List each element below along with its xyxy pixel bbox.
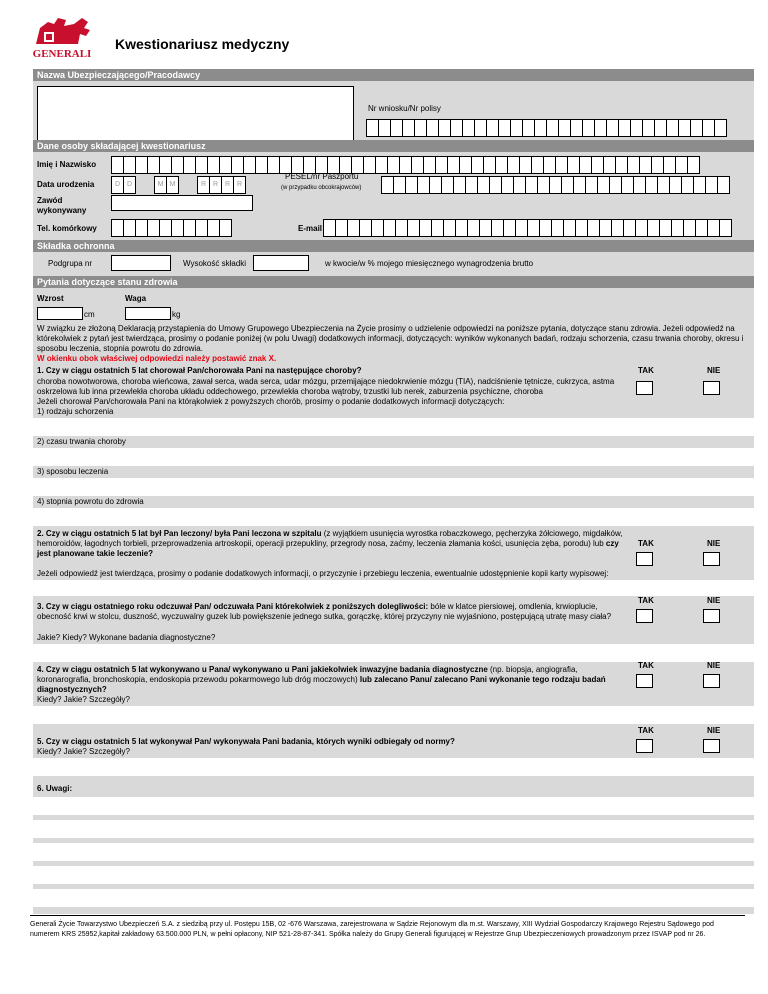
dob-label: Data urodzenia	[37, 180, 95, 189]
q6-label: 6. Uwagi:	[37, 784, 73, 793]
weight-unit: kg	[172, 310, 181, 319]
q1-d-label: 4) stopnia powrotu do zdrowia	[37, 497, 144, 506]
height-unit: cm	[84, 310, 95, 319]
subgroup-label: Podgrupa nr	[48, 259, 93, 268]
employer-name-field[interactable]	[37, 86, 354, 142]
q4-followup: Kiedy? Jakie? Szczegóły?	[37, 695, 130, 704]
q4-field[interactable]	[33, 706, 754, 724]
q1-followup: Jeżeli chorował Pan/chorowała Pani na którąkolwiek z powyższych chorób, prosimy o podanie dodatkowych informacji dotyczących:	[37, 397, 505, 406]
subgroup-field[interactable]	[111, 255, 171, 271]
weight-field[interactable]	[125, 307, 171, 320]
dob-cells[interactable]: D D M M R R R R	[111, 176, 246, 194]
occupation-field[interactable]	[111, 195, 253, 211]
amount-field[interactable]	[253, 255, 309, 271]
section-header-premium: Składka ochronna	[33, 240, 754, 252]
q2-followup: Jeżeli odpowiedź jest twierdząca, prosimy o podanie dodatkowych informacji, o przyczynie i przebiegu leczenia, ewentualnie udostępnienie kopii karty wypisowej:	[37, 569, 609, 578]
email-label: E-mail	[298, 224, 323, 233]
policy-number-cells[interactable]	[366, 119, 727, 137]
q5-yes-label: TAK	[638, 726, 654, 735]
q3-no-label: NIE	[707, 596, 721, 605]
q2-text: 2. Czy w ciągu ostatnich 5 lat był Pan leczony/ była Pani leczona w szpitalu (z wyjątkiem usunięcia wyrostka robaczkowego, pęcherzyka żółciowego, migdałków, hemoroidów, łagodnych torbieli, przeprowadzenia artroskopii, operacji przepukliny, przegrody nosa, zaćmy, leczenia złamania kości, usunięcia zęba, porodu) lub czy jest planowane takie leczenie?	[37, 529, 623, 558]
footer-legal: Generali Życie Towarzystwo Ubezpieczeń S.A. z siedzibą przy ul. Postępu 15B, 02 -676 Warszawa, zarejestrowana w Sądzie Rejonowym dla m.st. Warszawy, XIII Wydział Gospodarczy Krajowego Rejestru Sądowego pod numerem KRS 25952,kapitał zakładowy 63.500.000 PLN, w pełni opłacony, NIP 521-28-87-341. Spółka należy do Grupy Generali figurującej w Rejestrze Grup Ubezpieczeniowych prowadzonym przez ISVAP pod nr 26.	[30, 915, 745, 940]
section-header-health: Pytania dotyczące stanu zdrowia	[33, 276, 754, 288]
section-header-employer: Nazwa Ubezpieczającego/Pracodawcy	[33, 69, 754, 81]
q5-yes-checkbox[interactable]	[636, 739, 653, 753]
q1-list: choroba nowotworowa, choroba wieńcowa, zawał serca, wada serca, udar mózgu, przemijające niedokrwienie mózgu (TIA), nadciśnienie tętnicze, cukrzyca, astma oskrzelowa lub inna przewlekła choroba układu oddechowego, przewlekła choroba wątroby, trzustki lub nerek, zaburzenia psychiczne, choroba	[37, 377, 615, 396]
logo-wordmark: GENERALI	[32, 48, 92, 60]
q3-text: 3. Czy w ciągu ostatniego roku odczuwał Pan/ odczuwała Pani którekolwiek z poniższych dolegliwości: bóle w klatce piersiowej, omdlenia, krwioplucie, obecność krwi w stolcu, duszność, wyczuwalny guzek lub powiększenie jednego sutka, gorączkę, której przyczyny nie wyjaśniono, postępującą utratę masy ciała?	[37, 602, 612, 621]
q2-yes-label: TAK	[638, 539, 654, 548]
phone-label: Tel. komórkowy	[37, 224, 97, 233]
q2-yes-checkbox[interactable]	[636, 552, 653, 566]
name-cells[interactable]	[111, 156, 700, 174]
q1-b-field[interactable]	[33, 448, 754, 466]
policy-label: Nr wniosku/Nr polisy	[368, 104, 441, 113]
pesel-cells[interactable]	[381, 176, 730, 194]
q5-text: 5. Czy w ciągu ostatnich 5 lat wykonywał Pan/ wykonywała Pani badania, których wyniki odbiegały od normy?	[37, 737, 455, 746]
lion-icon	[30, 14, 94, 48]
name-label: Imię i Nazwisko	[37, 160, 97, 169]
q1-b-label: 2) czasu trwania choroby	[37, 437, 126, 446]
q5-no-checkbox[interactable]	[703, 739, 720, 753]
remarks-line-4[interactable]	[33, 866, 754, 884]
q4-no-label: NIE	[707, 661, 721, 670]
amount-label: Wysokość składki	[183, 259, 247, 268]
q1-yes-label: TAK	[638, 366, 654, 375]
weight-label: Waga	[125, 294, 147, 303]
health-intro: W związku ze złożoną Deklaracją przystąpienia do Umowy Grupowego Ubezpieczenia na Życie prosimy o udzielenie odpowiedzi na poniższe pytania, dotyczące stanu zdrowia. Jeżeli odpowiedź na którekolwiek z pytań jest twierdząca, prosimy o podanie poniżej (w polu Uwagi) dodatkowych informacji, dotyczących: wyników wykonanych badań, rodzaju schorzenia, czasu trwania choroby, okresu i sposobu leczenia, stopnia powrotu do zdrowia.	[37, 324, 744, 353]
q1-a-label: 1) rodzaju schorzenia	[37, 407, 114, 416]
health-instruction: W okienku obok właściwej odpowiedzi należy postawić znak X.	[37, 354, 277, 363]
q1-d-field[interactable]	[33, 508, 754, 526]
q1-no-label: NIE	[707, 366, 721, 375]
q4-yes-checkbox[interactable]	[636, 674, 653, 688]
phone-cells[interactable]	[111, 219, 232, 237]
height-label: Wzrost	[37, 294, 64, 303]
generali-logo	[30, 14, 94, 60]
q3-yes-checkbox[interactable]	[636, 609, 653, 623]
q1-text: 1. Czy w ciągu ostatnich 5 lat chorował Pan/chorowała Pani na następujące choroby?	[37, 366, 362, 375]
q1-no-checkbox[interactable]	[703, 381, 720, 395]
pesel-label: PESEL/nr Paszportu	[285, 172, 359, 181]
email-cells[interactable]	[323, 219, 732, 237]
q5-followup: Kiedy? Jakie? Szczegóły?	[37, 747, 130, 756]
remarks-line-1[interactable]	[33, 797, 754, 815]
page-title: Kwestionariusz medyczny	[115, 36, 290, 52]
form-panel	[33, 69, 754, 914]
q4-text: 4. Czy w ciągu ostatnich 5 lat wykonywano u Pana/ wykonywano u Pani jakiekolwiek inwazyjne badania diagnostyczne (np. biopsja, angiografia, koronarografia, bronchoskopia, endoskopia przewodu pokarmowego lub dróg moczowych) lub zalecano Panu/ zalecano Pani wykonanie tego rodzaju badań diagnostycznych?	[37, 665, 606, 694]
q4-yes-label: TAK	[638, 661, 654, 670]
q1-c-label: 3) sposobu leczenia	[37, 467, 109, 476]
occupation-label: Zawód wykonywany	[37, 196, 87, 215]
q4-no-checkbox[interactable]	[703, 674, 720, 688]
q1-a-field[interactable]	[33, 418, 754, 436]
q3-field[interactable]	[33, 644, 754, 662]
section-header-person: Dane osoby składającej kwestionariusz	[33, 140, 754, 152]
q1-yes-checkbox[interactable]	[636, 381, 653, 395]
remarks-line-5[interactable]	[33, 889, 754, 907]
q1-c-field[interactable]	[33, 478, 754, 496]
q2-field[interactable]	[33, 580, 754, 596]
remarks-line-3[interactable]	[33, 843, 754, 861]
height-field[interactable]	[37, 307, 83, 320]
q2-no-checkbox[interactable]	[703, 552, 720, 566]
pesel-note: (w przypadku obcokrajowców)	[281, 185, 362, 191]
q3-no-checkbox[interactable]	[703, 609, 720, 623]
q3-yes-label: TAK	[638, 596, 654, 605]
q5-field[interactable]	[33, 758, 754, 776]
q5-no-label: NIE	[707, 726, 721, 735]
amount-note: w kwocie/w % mojego miesięcznego wynagrodzenia brutto	[325, 259, 534, 268]
q2-no-label: NIE	[707, 539, 721, 548]
q3-followup: Jakie? Kiedy? Wykonane badania diagnostyczne?	[37, 633, 216, 642]
remarks-line-2[interactable]	[33, 820, 754, 838]
